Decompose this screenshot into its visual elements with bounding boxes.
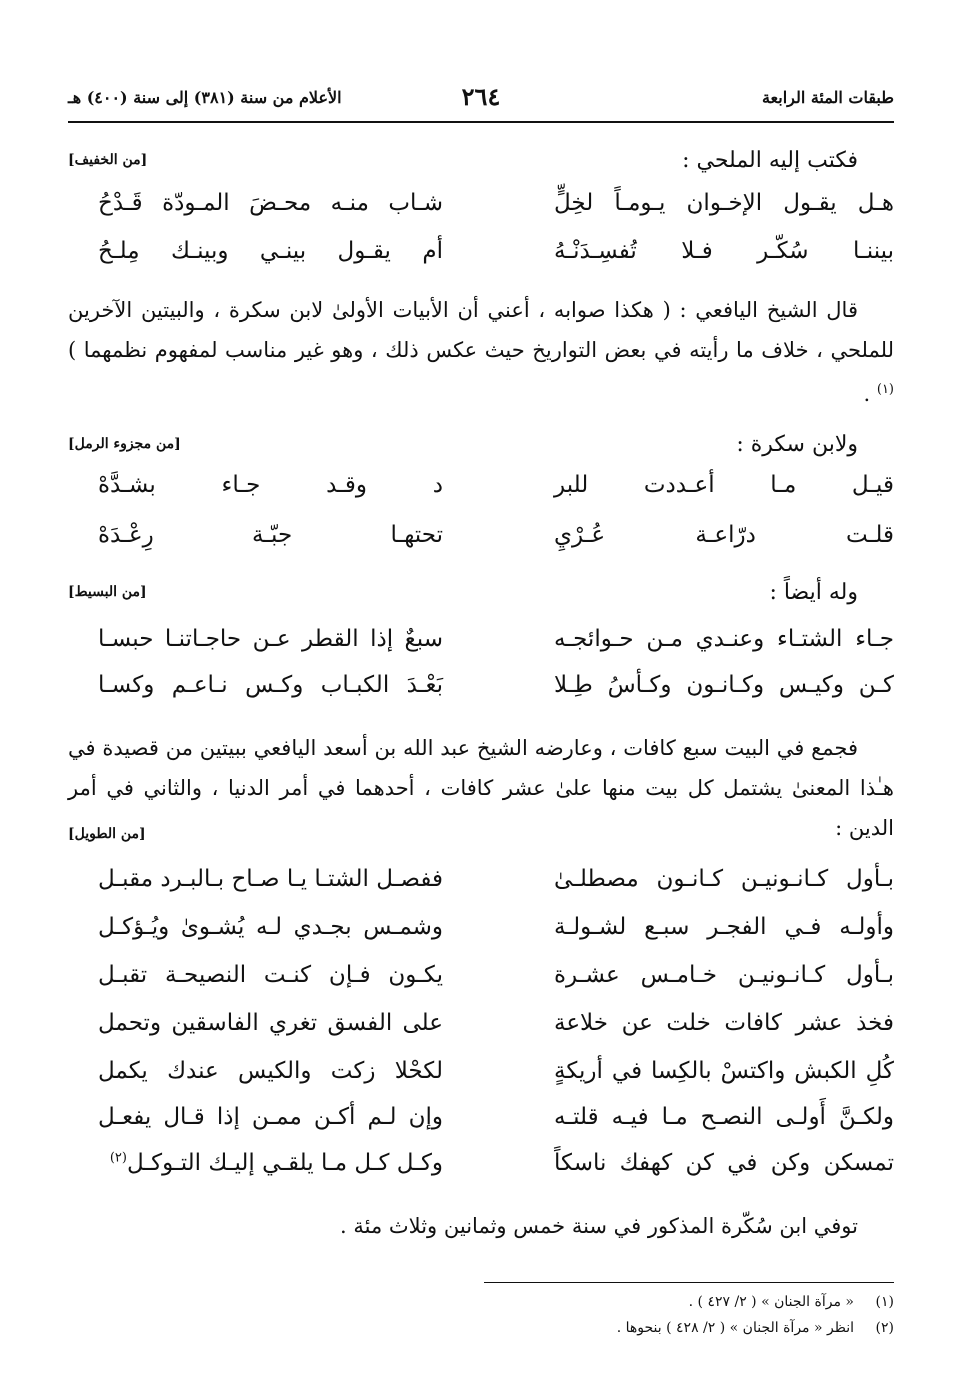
section2-intro: ولابن سكرة : xyxy=(736,432,858,457)
verse-line xyxy=(68,1010,894,1056)
verse-first-hemistich: ولكـنَّ أَولـى النصـح مـا فيـه قلتـه xyxy=(554,1104,894,1130)
paragraph xyxy=(68,290,894,414)
section-title: الأعلام من سنة (٣٨١) إلى سنة (٤٠٠) هـ xyxy=(68,88,342,107)
running-header xyxy=(68,82,894,120)
hemistich-text: وكـل كـل مـا يلقـي إليـك التـوكـل xyxy=(126,1150,443,1176)
verse-second-hemistich: د وقـد جـاء بشـدَّهْ xyxy=(98,472,443,498)
verse-second-hemistich xyxy=(98,1150,443,1176)
verse-line xyxy=(68,866,894,912)
verse-first-hemistich: وأولـه فـي الفجـر سبـع لشـولـة xyxy=(554,914,894,940)
verse-second-hemistich: وإن لـم أكـن ممـن إذا قـال يفعـل xyxy=(98,1104,443,1130)
verse-first-hemistich: بـأول كـانـونيـن خـامـس عشـرة xyxy=(554,962,894,988)
verse-second-hemistich: بَعْـدَ الكبـاب وكـس نـاعـم وكسـا xyxy=(98,672,443,698)
footnote-text: انظر « مرآة الجنان » ( ٢/ ٤٢٨ ) بنحوها . xyxy=(616,1320,854,1336)
section3-intro: وله أيضاً : xyxy=(769,580,858,605)
verse-line xyxy=(68,190,894,236)
paragraph-text: قال الشيخ اليافعي : ( هكذا صوابه ، أعني أن الأبيات الأولىٰ لابن سكرة ، والبيتين الآخرين للملحي ، خلاف ما رأيته في بعض التواريخ حيث عكس ذلك ، وهو غير مناسب لمفهوم نظمهما ) xyxy=(68,298,894,362)
footnote-marker: (١) xyxy=(876,382,894,397)
footnote-rule xyxy=(484,1282,894,1283)
section3-meter: [من البسيط] xyxy=(68,584,147,600)
footnote xyxy=(689,1294,894,1310)
verse-first-hemistich: كـن وكيـس وكـانـون وكـأسُ طِـلا xyxy=(554,672,894,698)
verse-first-hemistich: قلـت درّاعـة عُـرْيِ xyxy=(554,522,894,548)
verse-second-hemistich: أم يقـول بينـي وبينـك مِلـحُ xyxy=(98,238,443,264)
section1-meter: [من الخفيف] xyxy=(68,152,148,168)
verse-second-hemistich: تحتهـا جبّـة رِعْـدَهْ xyxy=(98,522,443,548)
verse-first-hemistich: قيـل مـا أعـددت للبر xyxy=(554,472,894,498)
verse-second-hemistich: يكـون فـإن كنـت النصيحـة تقبـل xyxy=(98,962,443,988)
footnote xyxy=(617,1320,894,1336)
verse-line xyxy=(68,472,894,518)
verse-second-hemistich: لكحْلا زكت والكيس عندك يكمل xyxy=(98,1058,443,1084)
footnote-text: « مرآة الجنان » ( ٢/ ٤٢٧ ) . xyxy=(688,1294,854,1310)
footnote-number: (١) xyxy=(875,1294,894,1310)
verse-second-hemistich: ففصـل الشتـا يـا صـاح بـالبـرد مقبـل xyxy=(98,866,443,892)
verse-second-hemistich: شـاب منـه محـضَ المـودّة قَـدْحُ xyxy=(98,190,443,216)
verse-line xyxy=(68,522,894,568)
paragraph: توفي ابن سُكّرة المذكور في سنة خمس وثمانين وثلاث مئة . xyxy=(340,1214,858,1238)
verse-second-hemistich: سبعٌ إذا القطر عـن حاجـاتنـا حبسـا xyxy=(98,626,443,652)
verse-line xyxy=(68,1104,894,1150)
section2-meter: [من مجزوء الرمل] xyxy=(68,436,181,452)
page-number: ٢٦٤ xyxy=(461,82,501,111)
footnote-marker: (٢) xyxy=(109,1150,127,1166)
verse-first-hemistich: فخذ عشر كافات خلت عن خلاعة xyxy=(554,1010,894,1036)
verse-line xyxy=(68,914,894,960)
section4-meter: [من الطويل] xyxy=(68,826,146,842)
verse-line xyxy=(68,962,894,1008)
verse-first-hemistich: هـل يقـول الإخـوان يـومـاً لخِلٍّ xyxy=(554,190,894,216)
verse-first-hemistich: جـاء الشتـاء وعنـدي مـن حـوائجـه xyxy=(554,626,894,652)
verse-second-hemistich: على الفسق تغري الفاسقين وتحمل xyxy=(98,1010,443,1036)
paragraph-tail: . xyxy=(863,382,877,406)
verse-first-hemistich: بيننـا سُكّـر فـلا تُفسِـدَنْـهُ xyxy=(554,238,894,264)
header-rule xyxy=(68,121,894,123)
verse-line xyxy=(68,238,894,284)
verse-first-hemistich: بـأول كـانـونيـن كـانـون مصطلـىٰ xyxy=(554,866,894,892)
verse-second-hemistich: وشمـس بجـدي لـه يُشـوىٰ ويُـؤكـل xyxy=(98,914,443,940)
paragraph: فجمع في البيت سبع كافات ، وعارضه الشيخ عبد الله بن أسعد اليافعي ببيتين من قصيدة في هـٰذا المعنىٰ يشتمل كل بيت منها علىٰ عشر كافات ، أحدهما في أمر الدنيا ، والثاني في أمر الدين : xyxy=(68,736,894,840)
verse-first-hemistich: تمسكن وكن في كن كهفك ناسكاً xyxy=(554,1150,894,1176)
verse-line xyxy=(68,626,894,672)
verse-line xyxy=(68,1058,894,1104)
book-title: طبقات المئة الرابعة xyxy=(761,88,894,107)
verse-line xyxy=(68,1150,894,1196)
footnote-number: (٢) xyxy=(875,1320,894,1336)
verse-line xyxy=(68,672,894,718)
section1-intro: فكتب إليه الملحي : xyxy=(682,148,858,173)
verse-first-hemistich: كُلِ الكبش واكتسْ بالكِسا في أريكةٍ xyxy=(554,1058,894,1084)
